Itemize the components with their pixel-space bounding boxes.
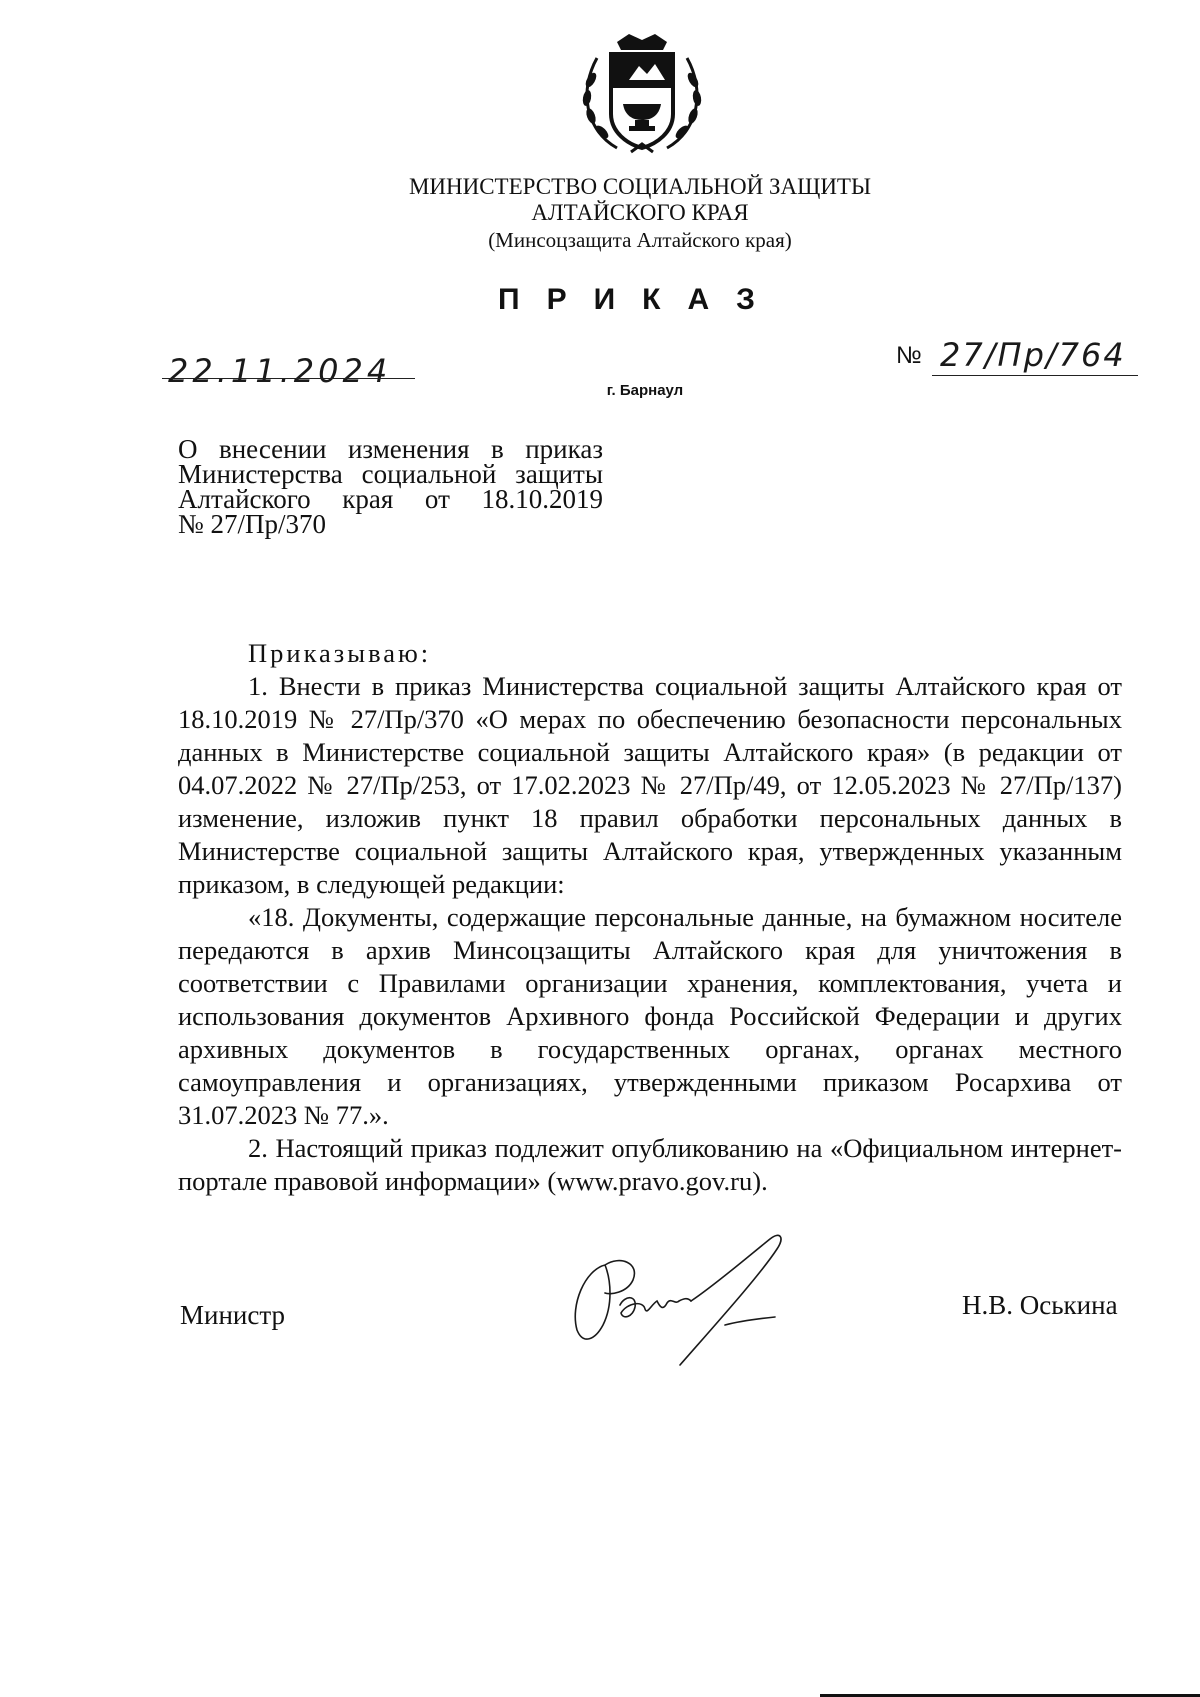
order-item-2: 2. Настоящий приказ подлежит опубликованию на «Официальном интернет-портале правовой информации» (www.pravo.gov.ru). bbox=[178, 1133, 1122, 1196]
signer-position: Министр bbox=[180, 1300, 285, 1330]
ministry-name-line1: МИНИСТЕРСТВО СОЦИАЛЬНОЙ ЗАЩИТЫ bbox=[408, 174, 872, 199]
subject-line: № 27/Пр/370 bbox=[178, 509, 327, 539]
altai-krai-coat-of-arms-icon bbox=[577, 30, 707, 160]
order-item-1: 1. Внести в приказ Министерства социальной защиты Алтайского края от 18.10.2019 № 27/Пр/370 «О мерах по обеспечению безопасности персональных данных в Министерстве социальной защиты Алтайского края» (в редакции от 04.07.2022 № 27/Пр/253, от 17.02.2023 № 27/Пр/49, от 12.05.2023 № 27/Пр/137) изменение, изложив пункт 18 правил обработки персональных данных в Министерстве социальной защиты Алтайского края, утвержденных указанным приказом, в следующей редакции: bbox=[178, 671, 1122, 899]
order-number: 27/Пр/764 bbox=[940, 336, 1126, 374]
order-subject bbox=[178, 434, 603, 539]
subject-line: Алтайского края от 18.10.2019 bbox=[178, 484, 603, 514]
subject-line: О внесении изменения в приказ bbox=[178, 434, 603, 464]
ministry-name-line2: АЛТАЙСКОГО КРАЯ bbox=[531, 200, 749, 225]
order-body bbox=[178, 637, 1122, 1198]
order-directive: Приказываю: bbox=[248, 638, 432, 668]
number-underline bbox=[932, 375, 1138, 376]
number-label: № bbox=[896, 342, 922, 369]
order-item-1-quote: «18. Документы, содержащие персональные данные, на бумажном носителе передаются в архив Минсоцзащиты Алтайского края для уничтожения в соответствии с Правилами организации хранения, комплектования, учета и использования документов Архивного фонда Российской Федерации и других архивных документов в государственных органах, органах местного самоуправления и организациях, утвержденными приказом Росархива от 31.07.2023 № 77.». bbox=[178, 902, 1122, 1130]
signer-name: Н.В. Оськина bbox=[962, 1290, 1118, 1320]
subject-line: Министерства социальной защиты bbox=[178, 459, 603, 489]
document-title: ПРИКАЗ bbox=[498, 283, 782, 316]
ministry-short-name: (Минсоцзащита Алтайского края) bbox=[488, 228, 792, 252]
order-date: 22.11.2024 bbox=[168, 352, 392, 390]
city: г. Барнаул bbox=[606, 382, 684, 399]
handwritten-signature bbox=[565, 1225, 810, 1370]
date-underline bbox=[162, 378, 415, 379]
